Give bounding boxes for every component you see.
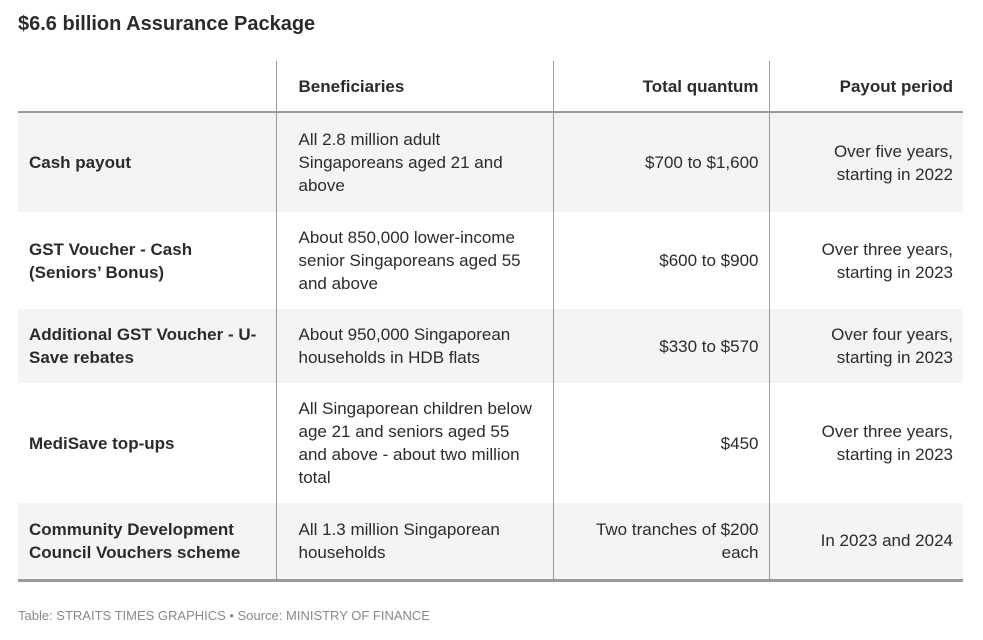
- table-row: [18, 212, 963, 309]
- scheme-cell: Community Development Council Vouchers scheme: [18, 503, 276, 580]
- beneficiaries-cell: All 2.8 million adult Singaporeans aged 21 and above: [276, 112, 553, 212]
- column-header-total-quantum: Total quantum: [553, 61, 769, 112]
- scheme-cell: Additional GST Voucher - U-Save rebates: [18, 309, 276, 383]
- quantum-cell: $330 to $570: [553, 309, 769, 383]
- column-header-beneficiaries: Beneficiaries: [276, 61, 553, 112]
- beneficiaries-cell: About 950,000 Singaporean households in HDB flats: [276, 309, 553, 383]
- payout-period-cell: Over four years, starting in 2023: [769, 309, 963, 383]
- beneficiaries-cell: About 850,000 lower-income senior Singaporeans aged 55 and above: [276, 212, 553, 309]
- payout-period-cell: Over five years, starting in 2022: [769, 112, 963, 212]
- column-header-scheme: [18, 61, 276, 112]
- quantum-cell: Two tranches of $200 each: [553, 503, 769, 580]
- scheme-cell: Cash payout: [18, 112, 276, 212]
- assurance-package-table: [18, 61, 963, 582]
- table-row: [18, 503, 963, 580]
- quantum-cell: $600 to $900: [553, 212, 769, 309]
- quantum-cell: $450: [553, 383, 769, 503]
- table-row: [18, 309, 963, 383]
- source-footer: Table: STRAITS TIMES GRAPHICS • Source: MINISTRY OF FINANCE: [18, 608, 430, 623]
- payout-period-cell: In 2023 and 2024: [769, 503, 963, 580]
- page-title: $6.6 billion Assurance Package: [18, 13, 316, 35]
- payout-period-cell: Over three years, starting in 2023: [769, 383, 963, 503]
- table-row: [18, 383, 963, 503]
- table-row: [18, 112, 963, 212]
- beneficiaries-cell: All 1.3 million Singaporean households: [276, 503, 553, 580]
- payout-period-cell: Over three years, starting in 2023: [769, 212, 963, 309]
- table-header-row: [18, 61, 963, 112]
- column-header-payout-period: Payout period: [769, 61, 963, 112]
- quantum-cell: $700 to $1,600: [553, 112, 769, 212]
- scheme-cell: GST Voucher - Cash (Seniors’ Bonus): [18, 212, 276, 309]
- scheme-cell: MediSave top-ups: [18, 383, 276, 503]
- beneficiaries-cell: All Singaporean children below age 21 and seniors aged 55 and above - about two million total: [276, 383, 553, 503]
